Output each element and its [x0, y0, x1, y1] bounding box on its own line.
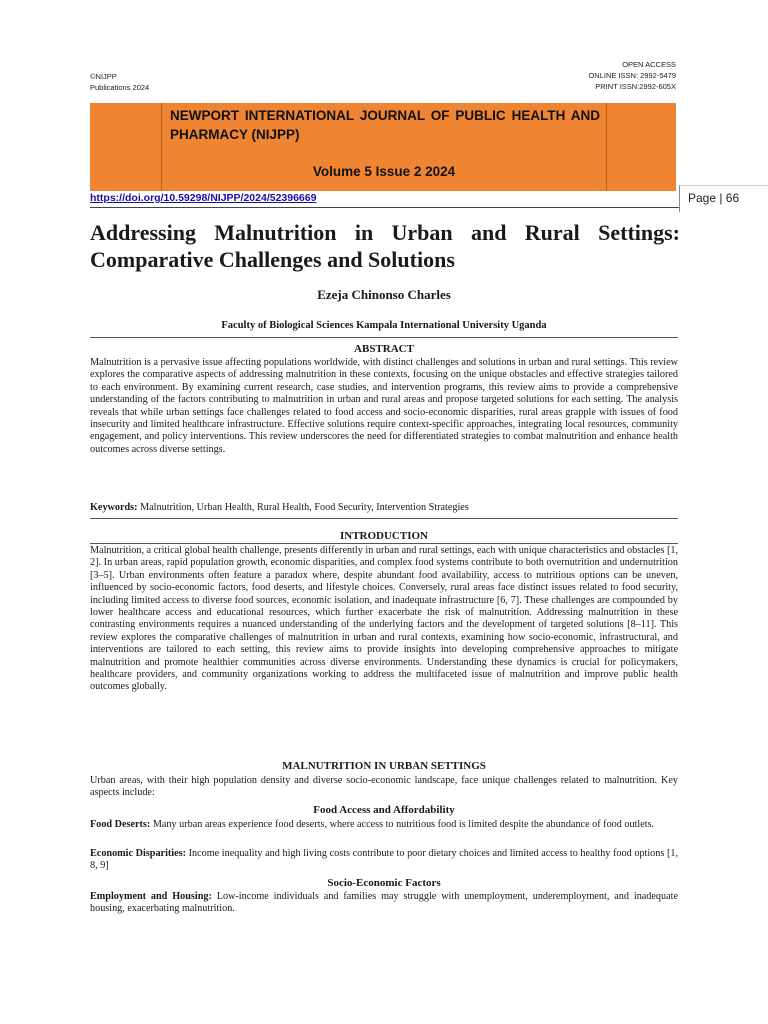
issn-info	[588, 59, 676, 92]
journal-title: NEWPORT INTERNATIONAL JOURNAL OF PUBLIC HEALTH AND PHARMACY (NIJPP)	[170, 108, 600, 142]
socio-economic-subheading: Socio-Economic Factors	[327, 877, 441, 889]
employment-housing-text: Low-income individuals and families may struggle with unemployment, underemployment, and inadequate housing, exacerbating malnutrition.	[90, 891, 678, 915]
author-name: Ezeja Chinonso Charles	[317, 287, 451, 302]
doi-divider	[90, 207, 679, 208]
abstract-text: Malnutrition is a pervasive issue affecting populations worldwide, with distinct challenges and solutions in urban and rural settings. This review explores the comparative aspects of addressing malnutrition in these contexts, focusing on the unique obstacles and effective strategies tailored to each environment. By examining current research, case studies, and intervention programs, this review aims to provide a comprehensive understanding of the factors contributing to malnutrition in urban and rural areas and propose targeted solutions for each setting. The analysis reveals that while urban settings face challenges related to food access and socio-economic disparities, rural areas grapple with issues of food insecurity and limited healthcare infrastructure. Effective solutions require context-specific approaches, integrating local resources, community engagement, and policy interventions. This review underscores the need for differentiated strategies to combat malnutrition and enhance health outcomes across diverse settings.	[90, 357, 678, 455]
page-number-box	[679, 185, 768, 212]
abstract-bottom-rule	[90, 518, 678, 519]
economic-disparities-label: Economic Disparities:	[90, 848, 186, 859]
introduction-text: Malnutrition, a critical global health challenge, presents differently in urban and rural settings, each with unique characteristics and obstacles [1, 2]. In urban areas, rapid population growth, economic disparities, and complex food systems contribute to both overnutrition and undernutrition [3–5]. Urban environments often feature a paradox where, despite abundant food availability, access to nutritious options can be uneven, influenced by socio-economic factors, food deserts, and lifestyle choices. Conversely, rural areas face distinct issues related to food security, including limited access to diverse food sources, economic isolation, and inadequate infrastructure [6, 7]. These challenges are compounded by lower healthcare access and educational resources, which further exacerbate the risk of malnutrition. Addressing malnutrition in these contrasting environments requires a nuanced understanding of the underlying factors and the development of targeted solutions [8–11]. This review explores the comparative challenges of malnutrition in urban and rural contexts, examining how socio-economic, infrastructural, and interventions are tailored to each setting, this review aims to provide insights into developing comprehensive approaches to mitigate malnutrition and promote healthier communities across diverse environments. Understanding these dynamics is crucial for policymakers, healthcare providers, and community organizations working to address the multifaceted issue of malnutrition and improve public health outcomes globally.	[90, 545, 678, 693]
food-access-subheading: Food Access and Affordability	[313, 804, 455, 816]
journal-banner	[90, 103, 676, 191]
banner-center-cell	[161, 103, 607, 191]
doi-link[interactable]: https://doi.org/10.59298/NIJPP/2024/52396669	[90, 192, 317, 204]
volume-issue: Volume 5 Issue 2 2024	[312, 164, 456, 179]
employment-housing-paragraph	[90, 891, 678, 916]
food-deserts-paragraph	[90, 819, 678, 831]
urban-intro-text: Urban areas, with their high population density and diverse socio-economic landscape, face unique challenges related to malnutrition. Key aspects include:	[90, 775, 678, 799]
article-title: Addressing Malnutrition in Urban and Rural Settings: Comparative Challenges and Solutions	[90, 220, 680, 272]
author-affiliation: Faculty of Biological Sciences Kampala International University Uganda	[221, 320, 547, 331]
food-deserts-label: Food Deserts:	[90, 819, 151, 830]
online-issn: ONLINE ISSN: 2992-5479	[588, 71, 676, 80]
keywords-line	[90, 502, 678, 514]
abstract-top-rule	[90, 337, 678, 338]
introduction-heading: INTRODUCTION	[339, 530, 428, 542]
economic-disparities-text: Income inequality and high living costs contribute to poor dietary choices and limited access to healthy food options [1, 8, 9]	[90, 848, 678, 872]
employment-housing-label: Employment and Housing:	[90, 891, 212, 902]
urban-heading: MALNUTRITION IN URBAN SETTINGS	[282, 760, 486, 772]
introduction-rule	[90, 543, 678, 544]
food-deserts-text: Many urban areas experience food deserts, where access to nutritious food is limited despite the abundance of food outlets.	[150, 819, 655, 830]
page-number: Page | 66	[688, 191, 740, 205]
publications-year: Publications 2024	[90, 83, 150, 92]
copyright-text: ©NIJPP	[90, 72, 117, 81]
keywords-label: Keywords:	[90, 502, 138, 513]
keywords-list: Malnutrition, Urban Health, Rural Health, Food Security, Intervention Strategies	[140, 502, 469, 513]
print-issn: PRINT ISSN:2992-605X	[595, 82, 676, 91]
open-access-label: OPEN ACCESS	[622, 60, 676, 69]
economic-disparities-paragraph	[90, 848, 678, 873]
publisher-info	[90, 71, 149, 93]
abstract-heading: ABSTRACT	[354, 343, 414, 355]
